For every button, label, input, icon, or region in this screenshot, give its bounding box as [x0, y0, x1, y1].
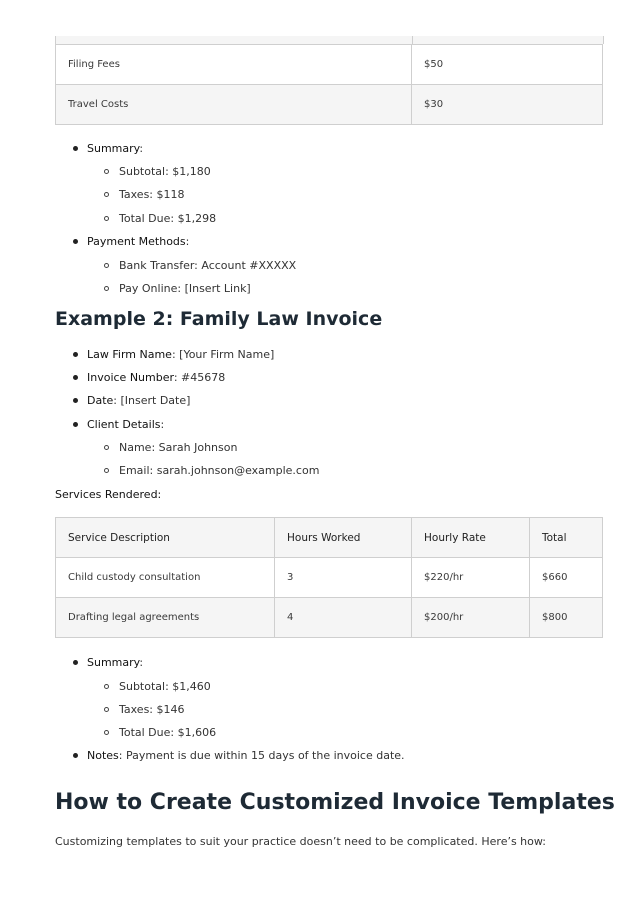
- list-item: Client Details:: [87, 418, 165, 431]
- list-item: Taxes: $118: [119, 188, 185, 201]
- list-item: Payment Methods:: [87, 235, 190, 248]
- circle-bullet-icon: [104, 707, 109, 712]
- list-item-value: : #45678: [173, 371, 226, 384]
- table-cell: $220/hr: [412, 558, 530, 598]
- circle-bullet-icon: [104, 216, 109, 221]
- list-item-label: Notes: [87, 749, 119, 762]
- table-row: [56, 45, 603, 85]
- bullet-icon: [73, 660, 78, 665]
- list-item: [87, 394, 190, 408]
- circle-bullet-icon: [104, 192, 109, 197]
- intro-paragraph: Customizing templates to suit your practice doesn’t need to be complicated. Here’s how:: [55, 835, 546, 848]
- table-cell: $660: [530, 558, 603, 598]
- section-heading: Example 2: Family Law Invoice: [55, 308, 383, 330]
- list-item: Bank Transfer: Account #XXXXX: [119, 259, 297, 272]
- table-cell: Drafting legal agreements: [56, 598, 275, 638]
- table-row: [56, 85, 603, 125]
- table-row: [56, 598, 603, 638]
- table-header-row: [56, 518, 603, 558]
- table-cell: $30: [412, 85, 603, 125]
- page-heading: How to Create Customized Invoice Templates: [55, 790, 615, 815]
- list-item-label: Date: [87, 394, 114, 407]
- list-item: Email: sarah.johnson@example.com: [119, 464, 320, 477]
- bullet-icon: [73, 422, 78, 427]
- table-cell: Filing Fees: [56, 45, 412, 85]
- services-table: [55, 517, 603, 638]
- bullet-icon: [73, 375, 78, 380]
- fees-table: [55, 44, 603, 125]
- list-item: Summary:: [87, 656, 144, 669]
- table-divider: [412, 36, 413, 44]
- list-item: Subtotal: $1,460: [119, 680, 211, 693]
- list-item: Pay Online: [Insert Link]: [119, 282, 251, 295]
- circle-bullet-icon: [104, 684, 109, 689]
- list-item-label: Law Firm Name: [87, 348, 172, 361]
- services-label: Services Rendered:: [55, 488, 162, 501]
- list-item-value: : [Your Firm Name]: [171, 348, 275, 361]
- list-item-value: : [Insert Date]: [113, 394, 191, 407]
- bullet-icon: [73, 146, 78, 151]
- list-item: Total Due: $1,298: [119, 212, 217, 225]
- table-row: [56, 558, 603, 598]
- table-top-fragment: [55, 36, 604, 44]
- column-header: Total: [530, 518, 603, 558]
- circle-bullet-icon: [104, 169, 109, 174]
- list-item: [87, 371, 225, 385]
- bullet-icon: [73, 753, 78, 758]
- table-cell: 3: [275, 558, 412, 598]
- list-item-label: Summary: [87, 656, 140, 669]
- table-cell: Child custody consultation: [56, 558, 275, 598]
- bullet-icon: [73, 398, 78, 403]
- circle-bullet-icon: [104, 263, 109, 268]
- column-header: Service Description: [56, 518, 275, 558]
- table-cell: $200/hr: [412, 598, 530, 638]
- list-item-label: Invoice Number: [87, 371, 174, 384]
- list-item: [87, 348, 274, 362]
- circle-bullet-icon: [104, 286, 109, 291]
- bullet-icon: [73, 239, 78, 244]
- list-item: [87, 749, 405, 763]
- list-item-label: Payment Methods: [87, 235, 186, 248]
- bullet-icon: [73, 352, 78, 357]
- circle-bullet-icon: [104, 730, 109, 735]
- table-cell: Travel Costs: [56, 85, 412, 125]
- list-item-label: Summary: [87, 142, 140, 155]
- list-item-label: Client Details: [87, 418, 161, 431]
- list-item-value: : Payment is due within 15 days of the invoice date.: [118, 749, 405, 762]
- table-cell: $50: [412, 45, 603, 85]
- list-item: Summary:: [87, 142, 144, 155]
- list-item: Subtotal: $1,180: [119, 165, 211, 178]
- list-item: Total Due: $1,606: [119, 726, 217, 739]
- column-header: Hourly Rate: [412, 518, 530, 558]
- list-item: Name: Sarah Johnson: [119, 441, 238, 454]
- column-header: Hours Worked: [275, 518, 412, 558]
- list-item: Taxes: $146: [119, 703, 185, 716]
- table-cell: $800: [530, 598, 603, 638]
- circle-bullet-icon: [104, 445, 109, 450]
- table-cell: 4: [275, 598, 412, 638]
- circle-bullet-icon: [104, 468, 109, 473]
